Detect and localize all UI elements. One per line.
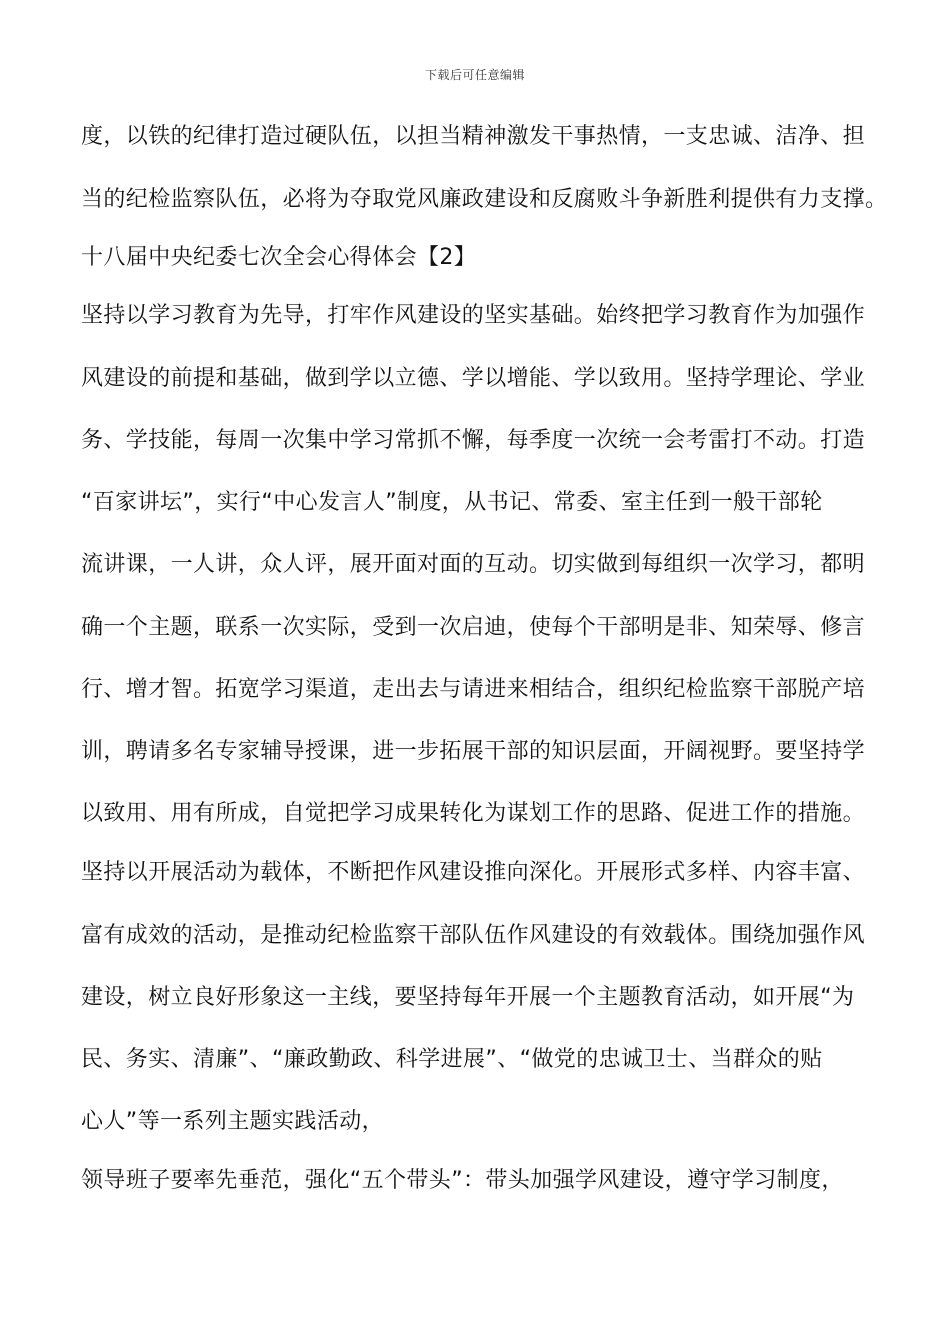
text-line: 当的纪检监察队伍，必将为夺取党风廉政建设和反腐败斗争新胜利提供有力支撑。 bbox=[81, 187, 888, 212]
text-line: 坚持以开展活动为载体，不断把作风建设推向深化。开展形式多样、内容丰富、 bbox=[81, 860, 866, 885]
text-line: 心人”等一系列主题实践活动， bbox=[81, 1109, 384, 1134]
text-line: 行、增才智。拓宽学习渠道，走出去与请进来相结合，组织纪检监察干部脱产培 bbox=[81, 677, 866, 702]
text-line: 务、学技能，每周一次集中学习常抓不懈，每季度一次统一会考雷打不动。打造 bbox=[81, 428, 866, 453]
text-line: 确一个主题，联系一次实际，受到一次启迪，使每个干部明是非、知荣辱、修言 bbox=[81, 615, 866, 640]
text-line: 度，以铁的纪律打造过硬队伍，以担当精神激发干事热情，一支忠诚、洁净、担 bbox=[81, 124, 866, 149]
text-line: 民、务实、清廉”、“廉政勤政、科学进展”、“做党的忠诚卫士、当群众的贴 bbox=[81, 1047, 823, 1072]
text-line: 领导班子要率先垂范，强化“五个带头”：带头加强学风建设，遵守学习制度， bbox=[81, 1168, 844, 1193]
text-line: 坚持以学习教育为先导，打牢作风建设的坚实基础。始终把学习教育作为加强作 bbox=[81, 303, 866, 328]
text-line: “百家讲坛”，实行“中心发言人”制度，从书记、常委、室主任到一般干部轮 bbox=[81, 490, 823, 515]
text-line: 训，聘请多名专家辅导授课，进一步拓展干部的知识层面，开阔视野。要坚持学 bbox=[81, 739, 866, 764]
page-header: 下载后可任意编辑 bbox=[424, 68, 525, 82]
text-line: 富有成效的活动，是推动纪检监察干部队伍作风建设的有效载体。围绕加强作风 bbox=[81, 923, 866, 948]
text-line: 风建设的前提和基础，做到学以立德、学以增能、学以致用。坚持学理论、学业 bbox=[81, 366, 866, 391]
text-line: 流讲课，一人讲，众人评，展开面对面的互动。切实做到每组织一次学习，都明 bbox=[81, 552, 866, 577]
text-line: 建设，树立良好形象这一主线，要坚持每年开展一个主题教育活动，如开展“为 bbox=[81, 985, 855, 1010]
text-line: 以致用、用有所成，自觉把学习成果转化为谋划工作的思路、促进工作的措施。 bbox=[81, 801, 866, 826]
section-heading: 十八届中央纪委七次全会心得体会【2】 bbox=[81, 245, 477, 270]
